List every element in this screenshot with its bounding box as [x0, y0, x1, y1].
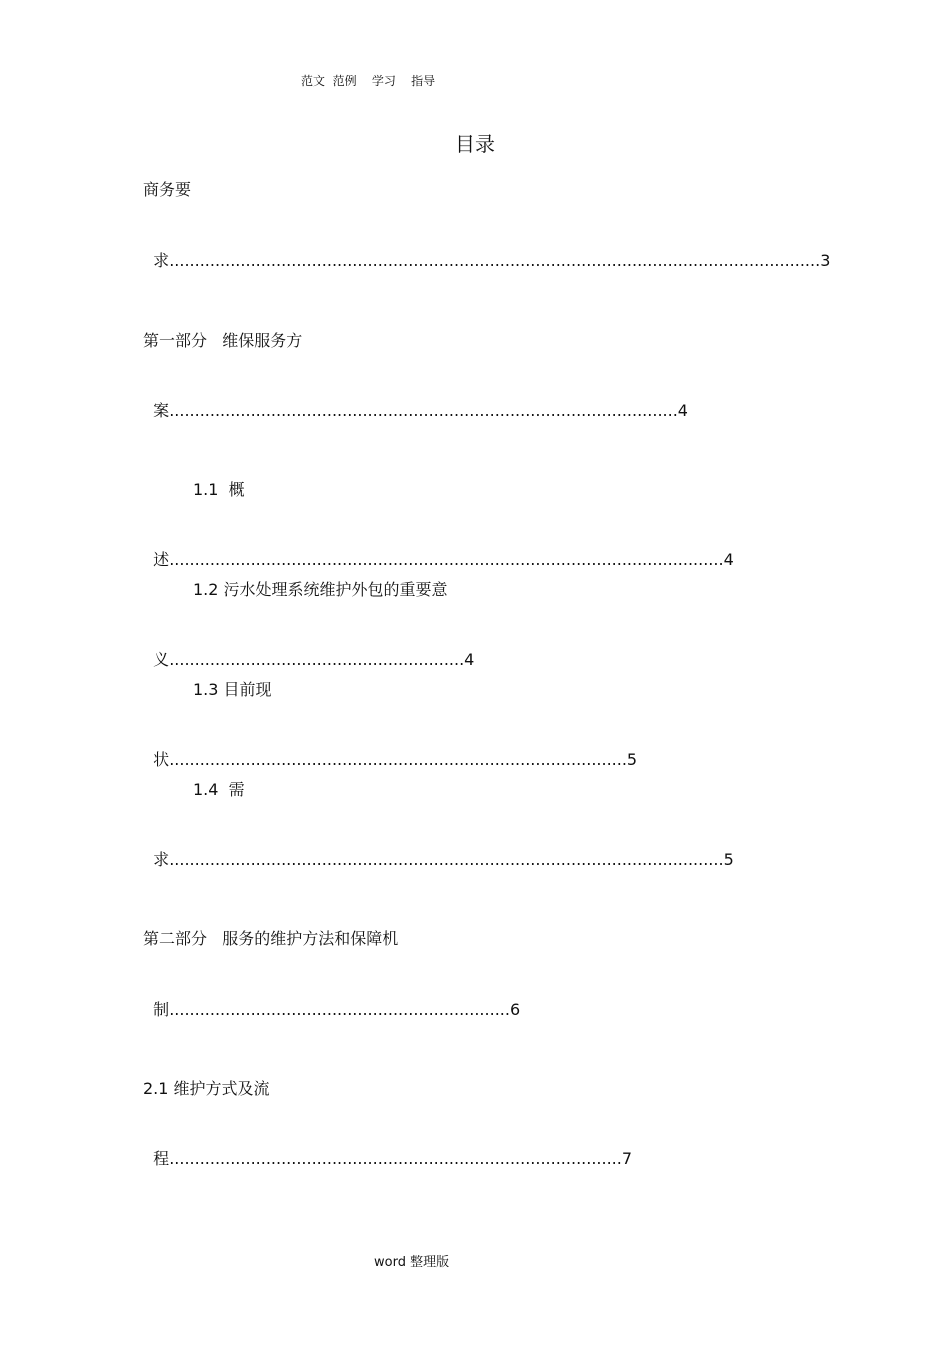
- toc-page-number: 4: [677, 401, 688, 420]
- toc-entry-title-tail: 状: [153, 750, 170, 769]
- toc-entry-title-tail: 求: [153, 251, 170, 270]
- toc-leader-dots: .........................................................................................: [169, 1149, 622, 1168]
- toc-page-number: 5: [723, 850, 734, 869]
- toc-entry-title[interactable]: 商务要: [143, 180, 192, 199]
- toc-entry-title[interactable]: 1.4 需: [193, 780, 245, 799]
- toc-page-number: 5: [626, 750, 638, 769]
- toc-entry-title-tail: 述: [153, 550, 170, 569]
- toc-entry-title-tail: 制: [153, 1000, 170, 1019]
- toc-page-number: 3: [820, 251, 831, 270]
- toc-entry-title[interactable]: 第一部分 维保服务方: [143, 331, 303, 350]
- toc-entry-continuation[interactable]: [143, 381, 688, 421]
- toc-entry-title[interactable]: 1.2 污水处理系统维护外包的重要意: [193, 580, 448, 599]
- toc-entry-title-tail: 案: [153, 401, 170, 420]
- page-header: 范文 范例 学习 指导: [301, 74, 436, 88]
- toc-page-number: 4: [464, 650, 475, 669]
- toc-leader-dots: ....................................................................................................: [169, 401, 678, 420]
- toc-page-number: 6: [509, 1000, 521, 1019]
- toc-leader-dots: ..........................................................................................: [169, 750, 627, 769]
- toc-entry-title[interactable]: 2.1 维护方式及流: [143, 1079, 270, 1098]
- toc-entry-continuation[interactable]: [143, 1129, 632, 1169]
- toc-leader-dots: .............................................................................................................: [169, 550, 724, 569]
- toc-entry-title[interactable]: 1.1 概: [193, 480, 245, 499]
- toc-entry-title-tail: 求: [153, 850, 170, 869]
- toc-entry-title[interactable]: 第二部分 服务的维护方法和保障机: [143, 929, 399, 948]
- toc-page-number: 4: [723, 550, 734, 569]
- page-footer: word 整理版: [374, 1255, 450, 1270]
- toc-entry-title-tail: 程: [153, 1149, 170, 1168]
- toc-entry-continuation[interactable]: [143, 730, 637, 770]
- toc-leader-dots: .............................................................................................................: [169, 850, 724, 869]
- toc-entry-title[interactable]: 1.3 目前现: [193, 680, 272, 699]
- toc-entry-continuation[interactable]: [143, 630, 474, 670]
- toc-entry-continuation[interactable]: [143, 980, 520, 1020]
- toc-entry-title-tail: 义: [153, 650, 170, 669]
- toc-entry-continuation[interactable]: [143, 830, 734, 870]
- toc-leader-dots: ................................................................................................................................: [169, 251, 821, 270]
- toc-page-number: 7: [621, 1149, 633, 1168]
- toc-title: 目录: [455, 132, 495, 156]
- toc-leader-dots: ...................................................................: [169, 1000, 510, 1019]
- toc-leader-dots: ..........................................................: [169, 650, 465, 669]
- toc-entry-continuation[interactable]: [143, 530, 734, 570]
- toc-entry-continuation[interactable]: [143, 231, 830, 271]
